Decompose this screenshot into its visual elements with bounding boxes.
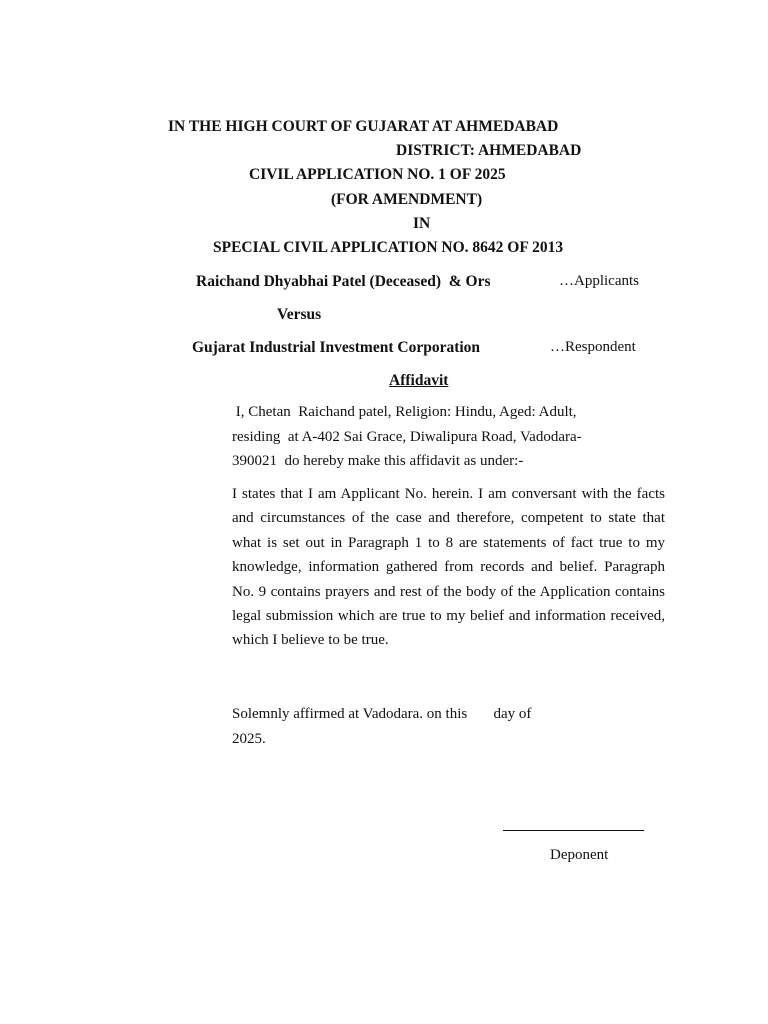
amendment-line: (FOR AMENDMENT) (331, 191, 483, 208)
respondent-role: …Respondent (550, 339, 636, 355)
respondent-name: Gujarat Industrial Investment Corporation (192, 339, 481, 356)
deponent-label: Deponent (550, 847, 609, 863)
solemn-affirmation-year: 2025. (232, 731, 266, 747)
statement-paragraph: I states that I am Applicant No. herein. I am conversant with the facts and circumstances of the case and therefore, competent to state that what is set out in Paragraph 1 to 8 are statements of fact true to my knowledge, information gathered from records and belief. Paragraph No. 9 contains prayers and rest of the body of the Application contains legal submission which are true to my belief and information received, which I believe to be true. (232, 486, 665, 649)
district-line: DISTRICT: AHMEDABAD (396, 142, 582, 159)
solemn-affirmation-line: Solemnly affirmed at Vadodara. on this day of (232, 706, 532, 722)
special-civil-application-number: SPECIAL CIVIL APPLICATION NO. 8642 OF 2013 (213, 239, 564, 256)
affidavit-title: Affidavit (389, 372, 449, 389)
versus-label: Versus (277, 306, 322, 323)
civil-application-number: CIVIL APPLICATION NO. 1 OF 2025 (249, 166, 506, 183)
intro-line-3: 390021 do hereby make this affidavit as under:- (232, 453, 524, 469)
signature-line (503, 830, 644, 831)
intro-line-1: I, Chetan Raichand patel, Religion: Hindu, Aged: Adult, (232, 404, 577, 420)
in-line: IN (413, 215, 431, 232)
applicant-role: …Applicants (559, 273, 639, 289)
intro-line-2: residing at A-402 Sai Grace, Diwalipura Road, Vadodara- (232, 429, 582, 445)
applicant-name: Raichand Dhyabhai Patel (Deceased) & Ors (196, 273, 491, 290)
court-heading: IN THE HIGH COURT OF GUJARAT AT AHMEDABAD (168, 118, 559, 135)
